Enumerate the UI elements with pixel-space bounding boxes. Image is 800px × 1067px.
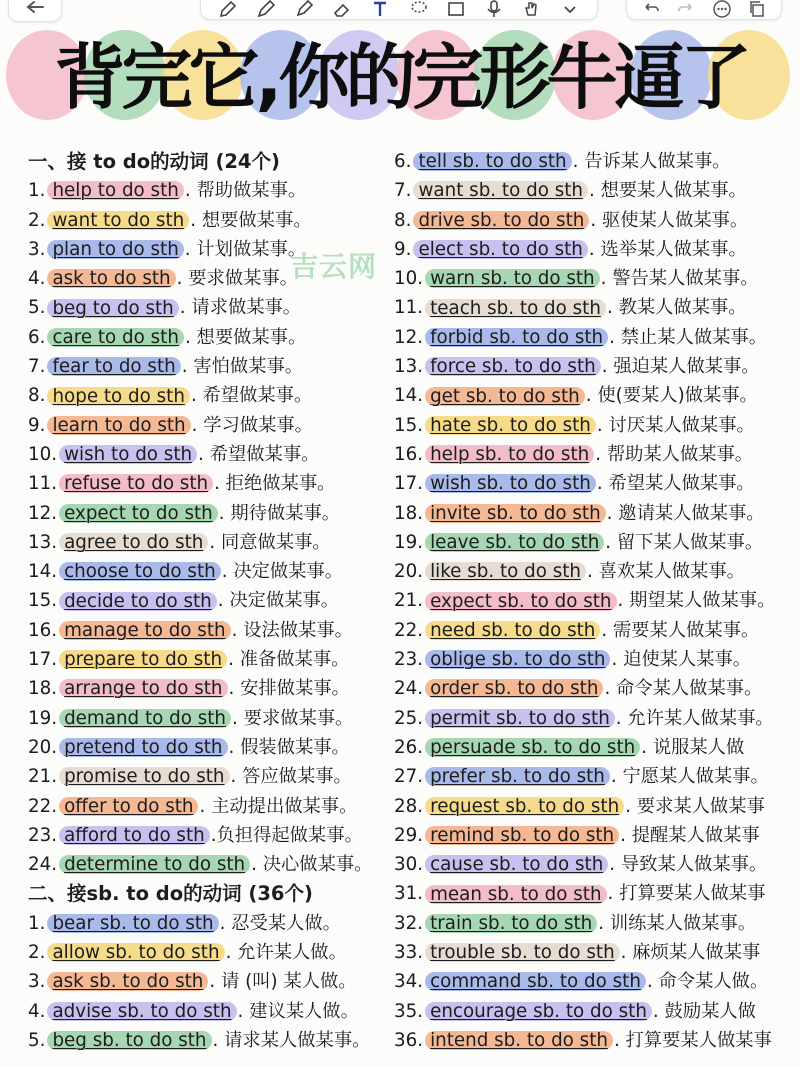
undo-icon[interactable] xyxy=(639,0,663,21)
item-number: 6. xyxy=(28,326,46,348)
list-item xyxy=(28,469,392,498)
verb-phrase: order sb. to do sth xyxy=(425,679,603,698)
item-number: 4. xyxy=(28,268,46,290)
verb-phrase: expect to do sth xyxy=(59,504,218,523)
item-number: 16. xyxy=(28,619,58,641)
verb-phrase: choose to do sth xyxy=(59,562,221,581)
lasso-icon[interactable] xyxy=(406,0,430,21)
item-number: 22. xyxy=(394,619,424,641)
list-item xyxy=(28,704,392,733)
list-item xyxy=(394,235,798,264)
verb-phrase: permit sb. to do sth xyxy=(425,709,615,728)
item-number: 27. xyxy=(394,766,424,788)
item-number: 18. xyxy=(394,502,424,524)
meaning-text: . 喜欢某人做某事。 xyxy=(587,561,745,583)
list-item xyxy=(394,206,798,235)
meaning-text: . 麻烦某人做某事 xyxy=(620,942,761,964)
verb-phrase: trouble sb. to do sth xyxy=(425,943,620,962)
meaning-text: . 害怕做某事。 xyxy=(181,356,304,378)
list-item xyxy=(394,938,798,967)
meaning-text: . 迫使某人某事。 xyxy=(611,649,752,671)
item-number: 15. xyxy=(394,414,424,436)
item-number: 20. xyxy=(28,736,58,758)
meaning-text: . 留下某人做某事。 xyxy=(605,531,764,553)
list-item xyxy=(28,499,392,528)
verb-phrase: command sb. to do sth xyxy=(425,972,646,991)
verb-phrase: elect sb. to do sth xyxy=(413,240,587,259)
list-item xyxy=(28,528,392,557)
meaning-text: . 使(要某人)做某事。 xyxy=(585,385,758,407)
verb-phrase: fear to do sth xyxy=(47,357,180,376)
list-item xyxy=(394,879,798,908)
verb-phrase: get sb. to do sth xyxy=(425,387,585,406)
verb-phrase: afford to do sth xyxy=(59,826,210,845)
verb-phrase: plan to do sth xyxy=(47,240,183,259)
verb-phrase: help to do sth xyxy=(47,181,183,200)
item-number: 4. xyxy=(28,1000,46,1022)
meaning-text: . 请 (叫) 某人做。 xyxy=(209,971,357,993)
verb-phrase: determine to do sth xyxy=(59,855,250,874)
item-number: 34. xyxy=(394,971,424,993)
meaning-text: . 宁愿某人做某事。 xyxy=(610,766,769,788)
list-item xyxy=(394,293,798,322)
list-item xyxy=(28,293,392,322)
item-number: 6. xyxy=(394,151,412,172)
item-number: 30. xyxy=(394,854,424,876)
meaning-text: .负担得起做某事。 xyxy=(210,824,363,846)
meaning-text: . 告诉某人做某事。 xyxy=(572,151,731,172)
list-item xyxy=(28,616,392,645)
meaning-text: . 准备做某事。 xyxy=(228,649,350,671)
list-item xyxy=(28,792,392,821)
meaning-text: . 帮助做某事。 xyxy=(184,180,307,202)
list-item xyxy=(28,206,392,235)
meaning-text: . 决心做某事。 xyxy=(251,854,373,876)
verb-phrase: decide to do sth xyxy=(59,592,217,611)
item-number: 19. xyxy=(394,531,424,553)
meaning-text: . 允许某人做某事。 xyxy=(615,707,774,729)
verb-phrase: care to do sth xyxy=(47,328,183,347)
list-item xyxy=(28,850,392,879)
item-number: 13. xyxy=(394,356,424,378)
list-item xyxy=(28,733,392,762)
list-item xyxy=(28,235,392,264)
item-number: 8. xyxy=(28,385,46,407)
pen-2-icon[interactable] xyxy=(254,0,278,21)
meaning-text: . 驱使某人做某事。 xyxy=(590,209,749,231)
verb-phrase: agree to do sth xyxy=(59,533,208,552)
list-item xyxy=(394,528,798,557)
item-number: 26. xyxy=(394,736,424,758)
verb-phrase: intend sb. to do sth xyxy=(425,1031,613,1050)
meaning-text: . 拒绝做某事。 xyxy=(214,473,336,495)
list-item xyxy=(394,792,798,821)
verb-phrase: pretend to do sth xyxy=(59,738,227,757)
list-item xyxy=(28,821,392,850)
item-number: 3. xyxy=(28,238,46,260)
list-item xyxy=(394,147,798,176)
item-number: 22. xyxy=(28,795,58,817)
verb-phrase: prefer sb. to do sth xyxy=(425,767,610,786)
item-number: 14. xyxy=(394,385,424,407)
item-number: 8. xyxy=(394,209,412,231)
meaning-text: . 导致某人做某事。 xyxy=(609,854,768,876)
verb-phrase: prepare to do sth xyxy=(59,650,227,669)
watermark: 吉云网 xyxy=(290,250,378,283)
item-number: 31. xyxy=(394,883,424,905)
meaning-text: . 打算要某人做某事 xyxy=(613,1029,772,1051)
verb-phrase: hate sb. to do sth xyxy=(425,416,596,435)
list-item xyxy=(394,323,798,352)
list-item xyxy=(394,645,798,674)
item-number: 29. xyxy=(394,824,424,846)
item-number: 7. xyxy=(28,356,46,378)
verb-phrase: help sb. to do sth xyxy=(425,445,594,464)
verb-phrase: leave sb. to do sth xyxy=(425,533,604,552)
mic-icon[interactable] xyxy=(482,0,506,21)
meaning-text: . 希望做某事。 xyxy=(198,443,320,465)
item-number: 3. xyxy=(28,971,46,993)
item-number: 11. xyxy=(28,473,58,495)
redo-icon[interactable] xyxy=(674,0,698,21)
meaning-text: . 学习做某事。 xyxy=(191,414,313,436)
meaning-text: . 强迫某人做某事。 xyxy=(601,356,760,378)
verb-phrase: beg to do sth xyxy=(47,299,178,318)
item-number: 25. xyxy=(394,707,424,729)
verb-phrase: wish sb. to do sth xyxy=(425,474,596,493)
meaning-text: . 请求做某事。 xyxy=(179,297,302,319)
verb-phrase: advise sb. to do sth xyxy=(47,1002,236,1021)
meaning-text: . 打算要某人做某事 xyxy=(607,883,766,905)
meaning-text: . 帮助某人做某事。 xyxy=(595,443,754,465)
history-tools xyxy=(626,0,782,20)
verb-phrase: want to do sth xyxy=(47,211,189,230)
verb-phrase: ask to do sth xyxy=(47,269,175,288)
list-item xyxy=(28,264,392,293)
image-icon[interactable] xyxy=(444,0,468,21)
item-number: 9. xyxy=(394,238,412,260)
list-item xyxy=(394,704,798,733)
list-item xyxy=(28,1026,392,1055)
verb-phrase: want sb. to do sth xyxy=(413,181,588,200)
meaning-text: . 答应做某事。 xyxy=(230,766,352,788)
list-item xyxy=(394,850,798,879)
verb-phrase: remind sb. to do sth xyxy=(425,826,619,845)
meaning-text: . 安排做某事。 xyxy=(228,678,350,700)
verb-phrase: teach sb. to do sth xyxy=(425,299,606,318)
verb-phrase: learn to do sth xyxy=(47,416,190,435)
list-item xyxy=(394,264,798,293)
verb-phrase: allow sb. to do sth xyxy=(47,943,224,962)
list-item xyxy=(28,967,392,996)
meaning-text: . 同意做某事。 xyxy=(209,531,331,553)
item-number: 7. xyxy=(394,180,412,202)
list-item xyxy=(394,997,798,1026)
meaning-text: . 要求某人做某事 xyxy=(625,795,765,817)
item-number: 12. xyxy=(394,326,424,348)
list-item xyxy=(28,762,392,791)
item-number: 14. xyxy=(28,561,58,583)
item-number: 16. xyxy=(394,443,424,465)
item-number: 15. xyxy=(28,590,58,612)
list-item xyxy=(28,176,392,205)
verb-phrase: demand to do sth xyxy=(59,709,231,728)
meaning-text: . 请求某人做某事。 xyxy=(212,1029,371,1051)
meaning-text: . 期待做某事。 xyxy=(218,502,341,524)
verb-phrase: beg sb. to do sth xyxy=(47,1031,211,1050)
meaning-text: . 决定做某事。 xyxy=(221,561,344,583)
meaning-text: . 禁止某人做某事。 xyxy=(609,326,767,348)
list-item xyxy=(28,938,392,967)
meaning-text: . 选举某人做某事。 xyxy=(588,238,747,260)
meaning-text: . 决定做某事。 xyxy=(217,590,340,612)
list-item xyxy=(394,674,798,703)
verb-phrase: need sb. to do sth xyxy=(425,621,600,640)
verb-phrase: refuse to do sth xyxy=(59,474,213,493)
list-item xyxy=(394,176,798,205)
verb-phrase: persuade sb. to do sth xyxy=(425,738,640,757)
list-item xyxy=(394,762,798,791)
meaning-text: . 警告某人做某事。 xyxy=(600,268,759,290)
list-item xyxy=(28,586,392,615)
list-item xyxy=(394,1026,798,1055)
title-banner xyxy=(6,30,796,126)
list-item xyxy=(394,586,798,615)
verb-phrase: cause sb. to do sth xyxy=(425,855,608,874)
meaning-text: . 命令某人做某事。 xyxy=(604,678,763,700)
meaning-text: . 期望某人做某事。 xyxy=(617,590,776,612)
verb-phrase: request sb. to do sth xyxy=(425,797,624,816)
meaning-text: . 想要做某事。 xyxy=(190,209,312,231)
verb-phrase: encourage sb. to do sth xyxy=(425,1002,652,1021)
item-number: 10. xyxy=(28,443,58,465)
list-item xyxy=(28,381,392,410)
item-number: 28. xyxy=(394,795,424,817)
meaning-text: . 说服某人做 xyxy=(641,736,745,758)
item-number: 9. xyxy=(28,414,46,436)
list-item xyxy=(28,909,392,938)
chevron-down-icon[interactable] xyxy=(558,0,582,21)
verb-phrase: force sb. to do sth xyxy=(425,357,601,376)
arrow-left-icon xyxy=(25,1,45,15)
verb-phrase: hope to do sth xyxy=(47,387,189,406)
verb-phrase: mean sb. to do sth xyxy=(425,885,606,904)
item-number: 1. xyxy=(28,912,46,934)
item-number: 18. xyxy=(28,678,58,700)
meaning-text: . 想要做某事。 xyxy=(184,326,307,348)
meaning-text: . 忍受某人做。 xyxy=(219,912,341,934)
hand-icon[interactable] xyxy=(520,0,544,21)
item-number: 1. xyxy=(28,180,46,202)
verb-phrase: manage to do sth xyxy=(59,621,231,640)
meaning-text: . 计划做某事。 xyxy=(184,238,307,260)
verb-phrase: bear sb. to do sth xyxy=(47,914,218,933)
meaning-text: . 训练某人做某事。 xyxy=(598,912,757,934)
verb-phrase: train sb. to do sth xyxy=(425,914,597,933)
item-number: 24. xyxy=(394,678,424,700)
list-item xyxy=(394,909,798,938)
meaning-text: . 教某人做某事。 xyxy=(606,297,747,319)
meaning-text: . 假装做某事。 xyxy=(228,736,350,758)
meaning-text: . 提醒某人做某事 xyxy=(620,824,760,846)
item-number: 35. xyxy=(394,1000,424,1022)
item-number: 5. xyxy=(28,297,46,319)
list-item xyxy=(394,381,798,410)
list-item xyxy=(394,499,798,528)
verb-phrase: ask sb. to do sth xyxy=(47,972,208,991)
verb-phrase: wish to do sth xyxy=(59,445,197,464)
list-item xyxy=(394,352,798,381)
verb-phrase: promise to do sth xyxy=(59,767,229,786)
meaning-text: . 命令某人做。 xyxy=(646,971,769,993)
item-number: 32. xyxy=(394,912,424,934)
item-number: 20. xyxy=(394,561,424,583)
meaning-text: . 设法做某事。 xyxy=(231,619,353,641)
item-number: 12. xyxy=(28,502,58,524)
meaning-text: . 建议某人做。 xyxy=(237,1000,359,1022)
list-item xyxy=(28,997,392,1026)
item-number: 11. xyxy=(394,297,424,319)
item-number: 33. xyxy=(394,942,424,964)
item-number: 2. xyxy=(28,942,46,964)
list-item xyxy=(394,616,798,645)
meaning-text: . 讨厌某人做某事。 xyxy=(596,414,755,436)
meaning-text: . 邀请某人做某事。 xyxy=(606,502,765,524)
verb-phrase: oblige sb. to do sth xyxy=(425,650,610,669)
item-number: 13. xyxy=(28,531,58,553)
item-number: 19. xyxy=(28,707,58,729)
list-item xyxy=(394,469,798,498)
back-button[interactable] xyxy=(8,0,62,22)
page-title: 背完它,你的完形牛逼了 xyxy=(54,36,748,119)
meaning-text: . 要求做某事。 xyxy=(176,268,298,290)
list-item xyxy=(28,645,392,674)
list-item xyxy=(28,557,392,586)
top-toolbar xyxy=(0,0,800,26)
list-item xyxy=(28,323,392,352)
item-number: 24. xyxy=(28,854,58,876)
verb-phrase: arrange to do sth xyxy=(59,679,227,698)
item-number: 17. xyxy=(394,473,424,495)
meaning-text: . 希望某人做某事。 xyxy=(596,473,755,495)
drawing-tools xyxy=(200,0,598,20)
item-number: 23. xyxy=(394,649,424,671)
item-number: 21. xyxy=(28,766,58,788)
section-heading: 一、接 to do的动词 (24个) xyxy=(28,150,280,173)
list-item xyxy=(394,821,798,850)
list-item xyxy=(28,440,392,469)
meaning-text: . 鼓励某人做 xyxy=(652,1000,756,1022)
item-number: 17. xyxy=(28,649,58,671)
item-number: 21. xyxy=(394,590,424,612)
highlighter-icon[interactable] xyxy=(292,0,316,21)
meaning-text: . 希望做某事。 xyxy=(190,385,313,407)
text-tool-icon[interactable] xyxy=(368,0,392,21)
verb-phrase: drive sb. to do sth xyxy=(413,211,589,230)
list-item xyxy=(28,674,392,703)
verb-phrase: like sb. to do sth xyxy=(425,562,586,581)
list-item xyxy=(394,967,798,996)
meaning-text: . 允许某人做。 xyxy=(225,942,347,964)
more-icon[interactable] xyxy=(710,0,734,21)
right-column xyxy=(394,147,798,1055)
list-item xyxy=(28,411,392,440)
meaning-text: . 要求做某事。 xyxy=(232,707,354,729)
verb-phrase: invite sb. to do sth xyxy=(425,504,606,523)
list-item xyxy=(394,733,798,762)
item-number: 23. xyxy=(28,824,58,846)
verb-phrase: offer to do sth xyxy=(59,797,198,816)
meaning-text: . 主动提出做某事。 xyxy=(199,795,358,817)
list-item xyxy=(28,352,392,381)
verb-phrase: forbid sb. to do sth xyxy=(425,328,608,347)
item-number: 36. xyxy=(394,1029,424,1051)
pen-icon[interactable] xyxy=(216,0,240,21)
item-number: 2. xyxy=(28,209,46,231)
list-item xyxy=(394,557,798,586)
list-item xyxy=(394,411,798,440)
left-column xyxy=(28,147,392,1055)
verb-phrase: warn sb. to do sth xyxy=(425,269,600,288)
item-number: 5. xyxy=(28,1029,46,1051)
copy-icon[interactable] xyxy=(745,0,769,21)
meaning-text: . 需要某人做某事。 xyxy=(601,619,760,641)
meaning-text: . 想要某人做某事。 xyxy=(588,180,747,202)
item-number: 10. xyxy=(394,268,424,290)
verb-phrase: expect sb. to do sth xyxy=(425,592,616,611)
verb-phrase: tell sb. to do sth xyxy=(413,152,571,171)
section-heading: 二、接sb. to do的动词 (36个) xyxy=(28,882,313,906)
eraser-icon[interactable] xyxy=(330,0,354,21)
list-item xyxy=(394,440,798,469)
